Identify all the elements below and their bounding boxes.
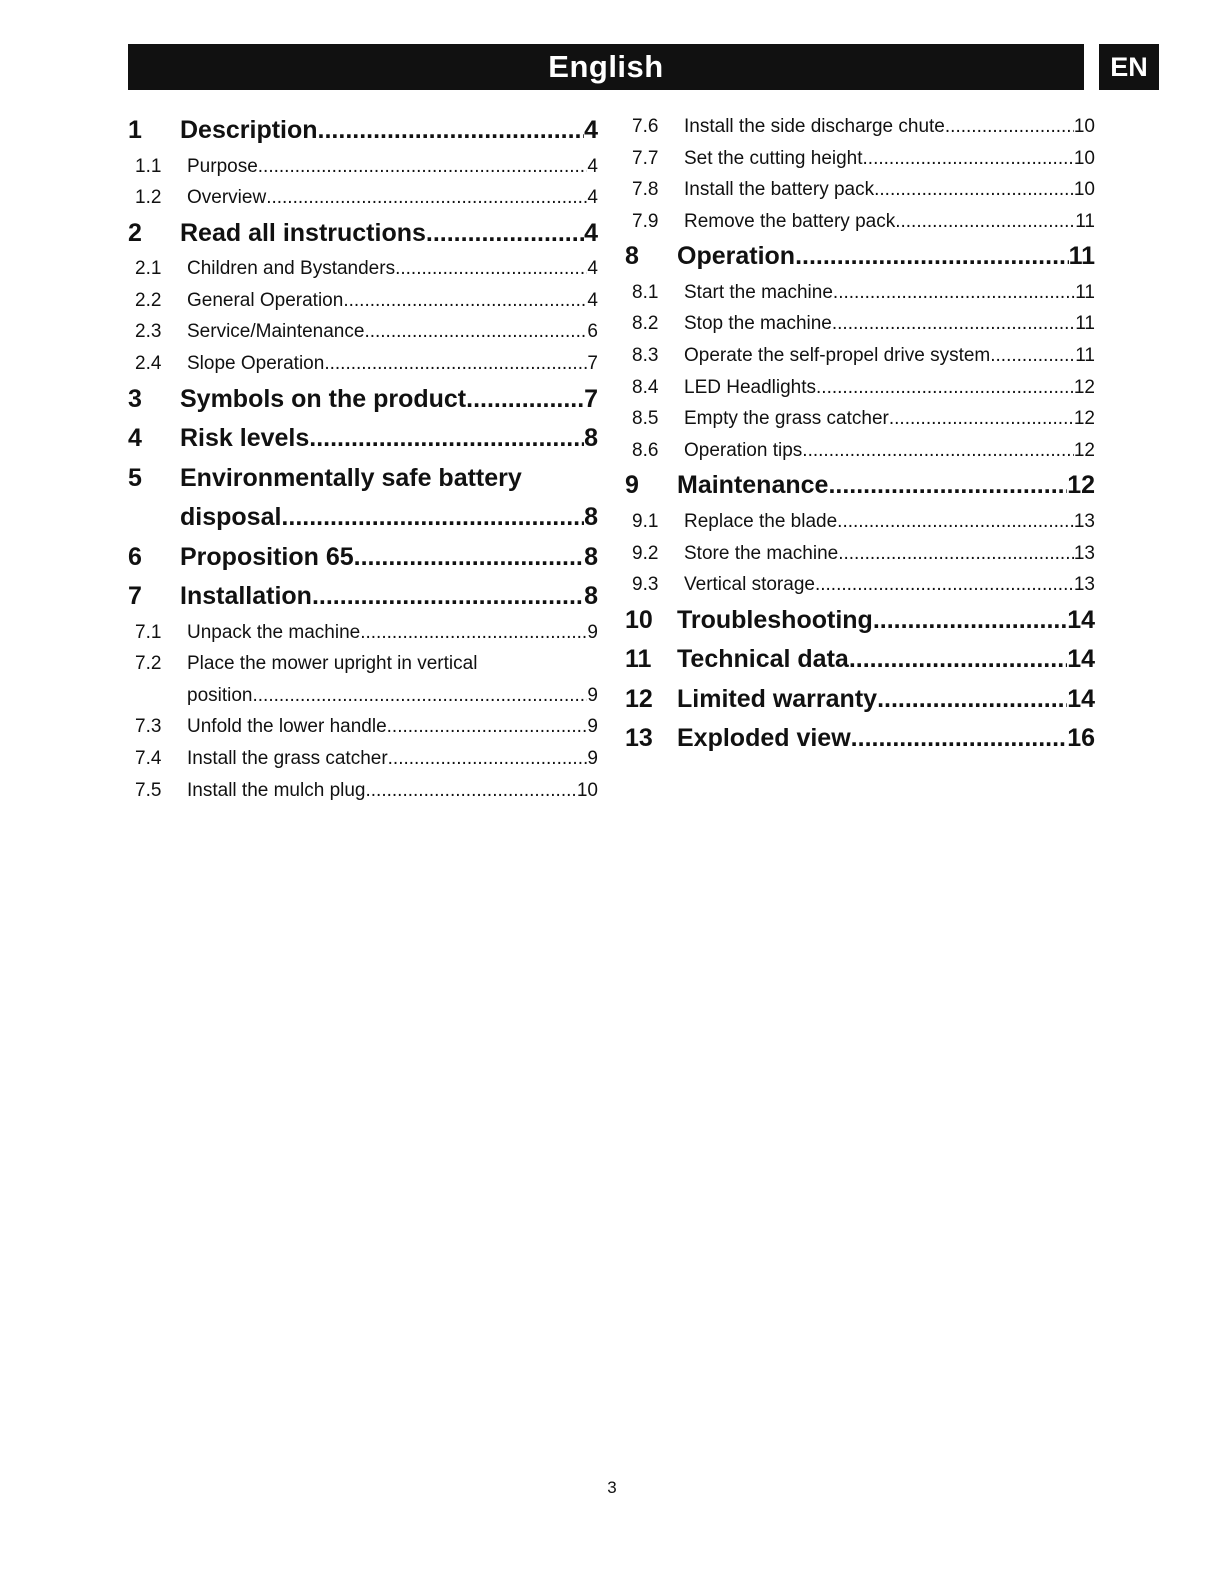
toc-page: 6	[587, 321, 598, 343]
toc-number: 8.2	[632, 313, 659, 335]
toc-number: 4	[128, 424, 142, 453]
toc-page: 10	[1073, 147, 1095, 169]
toc-entry[interactable]	[625, 277, 1095, 309]
toc-title: Exploded view	[677, 724, 851, 753]
toc-left-column	[128, 111, 598, 806]
toc-page: 4	[584, 218, 598, 247]
toc-number: 7.3	[135, 716, 162, 738]
toc-title: Remove the battery pack	[684, 210, 896, 232]
toc-page: 8	[584, 542, 598, 571]
toc-entry[interactable]	[128, 151, 598, 183]
toc-page: 14	[1067, 645, 1095, 674]
toc-title: Unfold the lower handle	[187, 716, 387, 738]
toc-leader-dots	[828, 466, 1067, 506]
toc-title: Overview	[187, 187, 267, 209]
toc-number: 1	[128, 116, 142, 144]
toc-page: 4	[587, 258, 598, 280]
toc-page: 9	[587, 747, 598, 769]
toc-page: 12	[1073, 408, 1095, 430]
toc-entry[interactable]	[625, 466, 1095, 506]
toc-number: 2.4	[135, 352, 162, 374]
toc-leader-dots	[388, 743, 588, 775]
toc-number: 2	[128, 218, 142, 247]
toc-leader-dots	[281, 498, 584, 538]
toc-page: 10	[1073, 116, 1095, 137]
toc-entry[interactable]	[128, 459, 598, 538]
toc-entry[interactable]	[625, 538, 1095, 570]
toc-leader-dots	[366, 775, 577, 807]
toc-title: Set the cutting height	[684, 147, 863, 169]
toc-page: 11	[1075, 281, 1095, 303]
toc-page: 9	[587, 684, 598, 706]
toc-entry[interactable]	[625, 143, 1095, 175]
toc-entry[interactable]	[128, 380, 598, 420]
toc-title: Proposition 65	[180, 542, 354, 571]
toc-title: Replace the blade	[684, 510, 838, 532]
toc-title: Install the side discharge chute	[684, 116, 945, 137]
toc-leader-dots	[360, 617, 587, 649]
toc-entry[interactable]	[625, 174, 1095, 206]
toc-entry[interactable]	[625, 308, 1095, 340]
toc-leader-dots	[990, 340, 1075, 372]
toc-leader-dots	[466, 380, 584, 420]
toc-page: 8	[584, 503, 598, 532]
toc-page: 10	[576, 779, 598, 801]
toc-title: Read all instructions	[180, 218, 426, 247]
toc-entry[interactable]	[625, 372, 1095, 404]
toc-page: 4	[584, 116, 598, 144]
toc-title: Install the grass catcher	[187, 747, 388, 769]
toc-leader-dots	[832, 308, 1075, 340]
toc-entry[interactable]	[128, 743, 598, 775]
toc-number: 7.1	[135, 621, 162, 643]
toc-number: 7.5	[135, 779, 162, 801]
toc-number: 5	[128, 463, 142, 492]
toc-number: 7.8	[632, 179, 659, 201]
language-code-badge	[1099, 44, 1159, 90]
toc-leader-dots	[945, 111, 1074, 143]
toc-entry[interactable]	[625, 435, 1095, 467]
toc-title: Operation tips	[684, 439, 803, 461]
toc-entry[interactable]	[625, 569, 1095, 601]
toc-title: Installation	[180, 582, 312, 611]
toc-leader-dots	[395, 253, 587, 285]
toc-leader-dots	[318, 111, 585, 151]
toc-title-line2: position	[187, 684, 253, 706]
toc-leader-dots	[364, 316, 587, 348]
toc-page: 12	[1073, 376, 1095, 398]
toc-entry[interactable]	[128, 316, 598, 348]
toc-page: 7	[587, 352, 598, 374]
toc-entry[interactable]	[128, 111, 598, 151]
toc-number: 12	[625, 684, 653, 713]
toc-right-column	[625, 111, 1095, 759]
toc-page: 9	[587, 621, 598, 643]
toc-leader-dots	[309, 419, 584, 459]
toc-title: Risk levels	[180, 424, 310, 453]
toc-title: Description	[180, 116, 318, 144]
toc-title-line1: Place the mower upright in vertical	[187, 653, 478, 675]
toc-entry[interactable]	[128, 419, 598, 459]
toc-number: 8.3	[632, 345, 659, 367]
toc-title: Children and Bystanders	[187, 258, 396, 280]
toc-number: 7.6	[632, 116, 659, 137]
toc-entry[interactable]	[128, 348, 598, 380]
toc-leader-dots	[354, 538, 584, 578]
language-header-bar	[128, 44, 1084, 90]
toc-leader-dots	[253, 680, 588, 712]
toc-page: 4	[587, 155, 598, 177]
toc-entry[interactable]	[128, 253, 598, 285]
toc-number: 8.6	[632, 439, 659, 461]
toc-page: 11	[1068, 242, 1095, 271]
toc-number: 9	[625, 471, 639, 500]
toc-title: Operation	[677, 242, 796, 271]
toc-page: 13	[1073, 542, 1095, 564]
toc-leader-dots	[838, 538, 1074, 570]
toc-title: LED Headlights	[684, 376, 817, 398]
toc-leader-dots	[324, 348, 587, 380]
toc-number: 2.2	[135, 289, 162, 311]
toc-number: 7.7	[632, 147, 659, 169]
toc-leader-dots	[266, 182, 587, 214]
toc-leader-dots	[816, 372, 1074, 404]
toc-leader-dots	[877, 680, 1067, 720]
toc-page: 10	[1073, 179, 1095, 201]
toc-number: 8.1	[632, 281, 659, 303]
toc-number: 7	[128, 582, 142, 611]
toc-entry[interactable]	[625, 719, 1095, 759]
toc-leader-dots	[889, 403, 1074, 435]
toc-page: 12	[1067, 471, 1095, 500]
toc-leader-dots	[312, 577, 584, 617]
toc-number: 11	[625, 645, 652, 674]
toc-leader-dots	[833, 277, 1075, 309]
toc-number: 10	[625, 605, 653, 634]
toc-number: 7.4	[135, 747, 162, 769]
toc-title: Stop the machine	[684, 313, 832, 335]
toc-title-line1: Environmentally safe battery	[180, 463, 522, 492]
toc-leader-dots	[343, 285, 587, 317]
toc-leader-dots	[795, 237, 1068, 277]
toc-number: 9.1	[632, 510, 659, 532]
toc-title: Technical data	[677, 645, 849, 674]
toc-leader-dots	[851, 719, 1068, 759]
toc-leader-dots	[849, 640, 1067, 680]
toc-page: 9	[587, 716, 598, 738]
toc-entry[interactable]	[128, 577, 598, 617]
toc-leader-dots	[837, 506, 1074, 538]
toc-title: Limited warranty	[677, 684, 878, 713]
toc-number: 1.1	[135, 155, 162, 177]
toc-title-line2: disposal	[180, 503, 282, 532]
toc-title: Unpack the machine	[187, 621, 361, 643]
header-title: English	[548, 49, 664, 84]
toc-title: Operate the self-propel drive system	[684, 345, 991, 367]
toc-title: Install the battery pack	[684, 179, 875, 201]
toc-entry[interactable]	[625, 340, 1095, 372]
toc-title: Maintenance	[677, 471, 829, 500]
toc-page: 4	[587, 289, 598, 311]
toc-number: 2.3	[135, 321, 162, 343]
toc-number: 9.2	[632, 542, 659, 564]
toc-number: 2.1	[135, 258, 162, 280]
toc-entry[interactable]	[128, 711, 598, 743]
toc-leader-dots	[895, 206, 1075, 238]
toc-entry[interactable]	[128, 775, 598, 807]
toc-entry[interactable]	[128, 617, 598, 649]
toc-entry[interactable]	[128, 648, 598, 711]
toc-page: 11	[1075, 313, 1095, 335]
toc-page: 13	[1073, 574, 1095, 596]
toc-page: 11	[1075, 210, 1095, 232]
toc-leader-dots	[426, 214, 584, 254]
toc-title: Vertical storage	[684, 574, 815, 596]
toc-number: 13	[625, 724, 653, 753]
toc-number: 8.5	[632, 408, 659, 430]
toc-page: 7	[584, 384, 598, 413]
toc-title: Troubleshooting	[677, 605, 873, 634]
toc-entry[interactable]	[625, 206, 1095, 238]
toc-entry[interactable]	[625, 601, 1095, 641]
toc-page: 13	[1073, 510, 1095, 532]
toc-title: Symbols on the product	[180, 384, 467, 413]
toc-page: 14	[1067, 605, 1095, 634]
toc-number: 3	[128, 384, 142, 413]
toc-title: General Operation	[187, 289, 344, 311]
toc-number: 8.4	[632, 376, 659, 398]
toc-entry[interactable]	[128, 285, 598, 317]
toc-entry[interactable]	[625, 680, 1095, 720]
toc-entry[interactable]	[625, 111, 1095, 143]
toc-entry[interactable]	[625, 506, 1095, 538]
toc-entry[interactable]	[625, 403, 1095, 435]
toc-page: 12	[1073, 439, 1095, 461]
toc-entry[interactable]	[625, 640, 1095, 680]
language-code: EN	[1110, 51, 1148, 82]
toc-title: Install the mulch plug	[187, 779, 366, 801]
toc-title: Service/Maintenance	[187, 321, 365, 343]
toc-title: Start the machine	[684, 281, 833, 303]
toc-number: 9.3	[632, 574, 659, 596]
toc-title: Purpose	[187, 155, 258, 177]
toc-number: 7.2	[135, 653, 162, 675]
toc-leader-dots	[258, 151, 588, 183]
toc-leader-dots	[815, 569, 1074, 601]
toc-page: 16	[1067, 724, 1095, 753]
toc-leader-dots	[874, 174, 1074, 206]
toc-page: 4	[587, 187, 598, 209]
toc-leader-dots	[863, 143, 1074, 175]
toc-page: 11	[1075, 345, 1095, 367]
toc-title: Store the machine	[684, 542, 839, 564]
toc-page: 8	[584, 582, 598, 611]
toc-number: 7.9	[632, 210, 659, 232]
toc-leader-dots	[873, 601, 1067, 641]
toc-page: 14	[1067, 684, 1095, 713]
toc-entry[interactable]	[128, 214, 598, 254]
toc-title: Slope Operation	[187, 352, 325, 374]
toc-entry[interactable]	[128, 538, 598, 578]
toc-leader-dots	[387, 711, 588, 743]
toc-leader-dots	[802, 435, 1074, 467]
toc-page: 8	[584, 424, 598, 453]
page-number: 3	[607, 1478, 617, 1497]
toc-title: Empty the grass catcher	[684, 408, 889, 430]
toc-number: 1.2	[135, 187, 162, 209]
toc-number: 8	[625, 242, 639, 271]
toc-entry[interactable]	[128, 182, 598, 214]
toc-number: 6	[128, 542, 142, 571]
toc-entry[interactable]	[625, 237, 1095, 277]
